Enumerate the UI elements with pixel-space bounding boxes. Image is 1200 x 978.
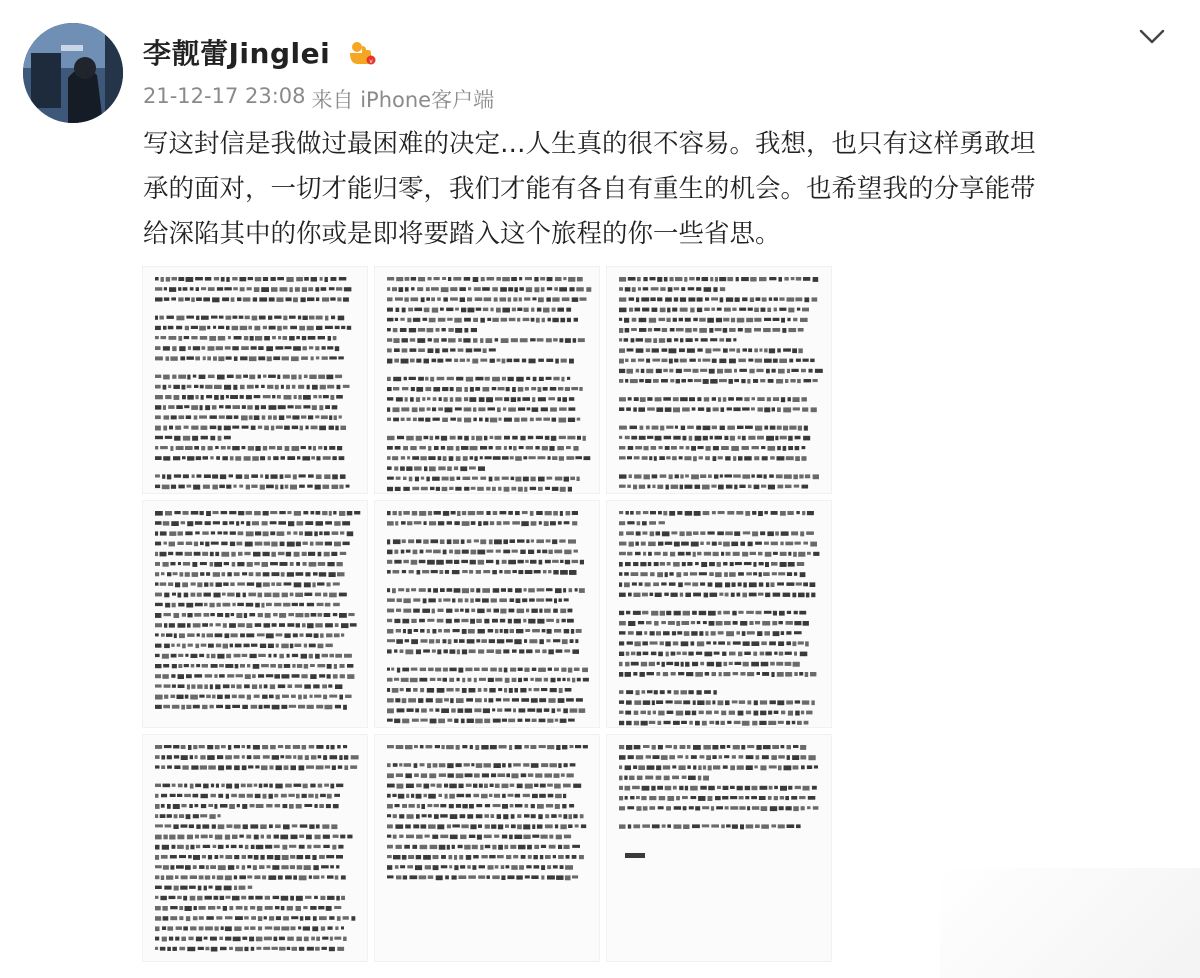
letter-image-9[interactable]: [606, 734, 832, 962]
letter-text-graphic: [143, 735, 368, 962]
post-source[interactable]: 来自 iPhone客户端: [311, 88, 495, 112]
expand-menu-button[interactable]: [1136, 20, 1168, 52]
letter-image-4[interactable]: [142, 500, 368, 728]
post-meta: [143, 84, 494, 114]
image-grid: [142, 266, 832, 966]
svg-text:v: v: [369, 58, 373, 65]
letter-image-7[interactable]: [142, 734, 368, 962]
letter-text-graphic: [375, 267, 600, 494]
letter-text-graphic: [143, 267, 368, 494]
letter-text-graphic: [607, 267, 832, 494]
chevron-down-icon: [1136, 20, 1168, 52]
letter-text-graphic: [607, 735, 832, 962]
letter-image-5[interactable]: [374, 500, 600, 728]
letter-image-2[interactable]: [374, 266, 600, 494]
user-avatar[interactable]: [23, 23, 123, 123]
vip-badge-icon: [344, 37, 378, 67]
letter-text-graphic: [607, 501, 832, 728]
post-text-line: 写这封信是我做过最困难的决定…人生真的很不容易。我想，也只有这样勇敢坦: [143, 129, 1036, 159]
avatar-photo-icon: [23, 23, 123, 123]
post-time: 21-12-17 23:08: [143, 84, 306, 108]
letter-image-8[interactable]: [374, 734, 600, 962]
post-body: [143, 122, 1178, 257]
username[interactable]: 李靓蕾Jinglei: [143, 37, 331, 70]
letter-text-graphic: [375, 735, 600, 962]
corner-shadow: [940, 868, 1200, 978]
letter-text-graphic: [143, 501, 368, 728]
letter-text-graphic: [375, 501, 600, 728]
letter-image-1[interactable]: [142, 266, 368, 494]
post-text-line: 承的面对，一切才能归零，我们才能有各自有重生的机会。也希望我的分享能带: [143, 174, 1036, 204]
post-text-line: 给深陷其中的你或是即将要踏入这个旅程的你一些省思。: [143, 219, 781, 249]
author-row: [143, 30, 378, 74]
letter-image-6[interactable]: [606, 500, 832, 728]
letter-image-3[interactable]: [606, 266, 832, 494]
